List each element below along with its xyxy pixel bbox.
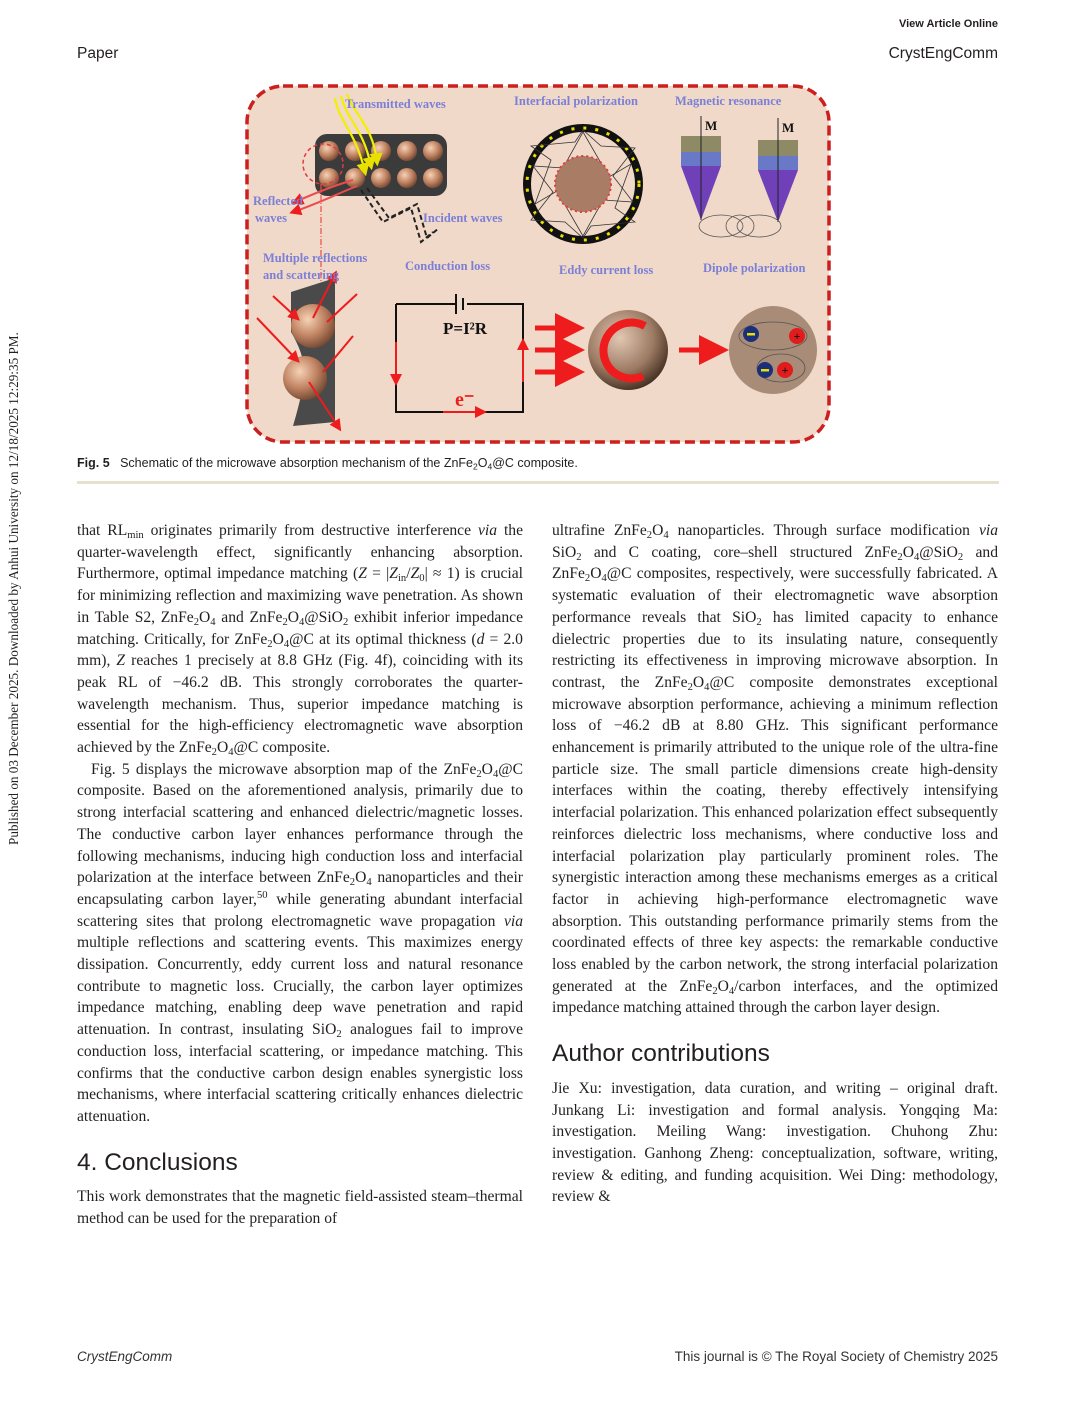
label-conduction-loss: Conduction loss: [405, 259, 491, 273]
view-article-online-link[interactable]: View Article Online: [898, 18, 998, 30]
paragraph-impedance: that $RL_{min}$ originates primarily from destructive interference via the quarter-wavelength effect, significantly enhancing absorption. Furthermore, optimal impedance matching $(Z = |Z_{in}/Z_0| \approx 1)$ is crucial for minimizing reflection and maximizing wave penetration. As shown in Table S2, $ZnFe_2O_4$ and $ZnFe_2O_4@SiO_2$ exhibit inferior impedance matching. Critically, for $ZnFe_2O_4@C$ at its optimal thickness (d = 2.0 mm), Z reaches 1 precisely at 8.8 GHz (Fig. 4f), coinciding with its peak RL of −46.2 dB. This strongly corroborates the quarter-wavelength mechanism. Thus, superior impedance matching is essential for the high-efficiency electromagnetic wave absorption achieved by the $ZnFe_2O_4@C$ composite.: [77, 522, 524, 759]
conclusions-heading: 4. Conclusions: [77, 1148, 238, 1176]
label-electron: e⁻: [455, 389, 475, 411]
paragraph-author-contributions: Jie Xu: investigation, data curation, and writing – original draft. Junkang Li: investigation and formal analysis. Yongqing Ma: investigation. Meiling Wang: investigation. Chuhong Zhu: investigation. Ganhong Zheng: conceptualization, software, writing, review & editing, and funding acquisition. Wei Ding: methodology, review &: [552, 1079, 998, 1206]
label-m-2: M: [782, 120, 795, 135]
author-contributions-heading: Author contributions: [552, 1040, 770, 1068]
figure-divider: [77, 481, 999, 484]
paragraph-conclusions: This work demonstrates that the magnetic field-assisted steam–thermal method can be used for the preparation of: [77, 1188, 523, 1228]
footer-journal: CrystEngComm: [77, 1349, 173, 1364]
figure-caption: Fig. 5 Schematic of the microwave absorption mechanism of the $ZnFe_2O_4@C$ composite.: [77, 456, 578, 472]
label-interfacial-polarization: Interfacial polarization: [514, 94, 638, 108]
journal-name: CrystEngComm: [888, 45, 998, 62]
label-multiple-reflections-2: and scattering: [263, 268, 340, 282]
paragraph-mechanism: Fig. 5 displays the microwave absorption map of the $ZnFe_2O_4@C$ composite. Based on the aforementioned analysis, primarily due to strong interfacial scattering and enhanced dielectric/magnetic losses. The conductive carbon layer enhances performance through the following mechanisms, inducing high conduction loss and interfacial polarization at the interface between $ZnFe_2O_4$ nanoparticles and their encapsulating carbon layer,$^{50}$ while generating abundant interfacial scattering sites that prolong electromagnetic wave propagation via multiple reflections and scattering events. This maximizes energy dissipation. Concurrently, eddy current loss and natural resonance contribute to magnetic loss. Crucially, the carbon layer optimizes impedance matching, enabling deep wave penetration and rapid attenuation. In contrast, insulating SiO$_2$ analogues fail to improve conduction loss, interfacial scattering, or impedance matching. This confirms that the conductive carbon design enables synergistic loss mechanisms, where interfacial scattering critically enhances dielectric attenuation.: [77, 760, 523, 1125]
dipole-polarization-illustration: [729, 306, 817, 394]
footer-copyright: This journal is © The Royal Society of Chemistry 2025: [674, 1349, 998, 1364]
citation-50[interactable]: 50: [256, 890, 268, 902]
label-transmitted-waves: Transmitted waves: [345, 97, 446, 111]
download-watermark: Published on 03 December 2025. Downloaded by Anhui University on 12/18/2025 12:29:35 PM.: [6, 332, 21, 845]
label-eddy-current-loss: Eddy current loss: [559, 263, 654, 277]
svg-text:+: +: [781, 363, 789, 377]
label-incident-waves: Incident waves: [423, 211, 503, 225]
label-magnetic-resonance: Magnetic resonance: [675, 94, 782, 108]
label-m-1: M: [705, 118, 718, 133]
label-power-formula: P=I²R: [443, 319, 488, 338]
label-reflected-1: Reflected: [253, 194, 303, 208]
right-column: [552, 520, 998, 1208]
label-dipole-polarization: Dipole polarization: [703, 261, 806, 275]
figure-5-schematic: [243, 82, 833, 446]
svg-text:+: +: [793, 329, 801, 343]
label-reflected-2: waves: [255, 211, 287, 225]
section-label: Paper: [77, 45, 119, 62]
paragraph-conclusions-cont: ultrafine $ZnFe_2O_4$ nanoparticles. Through surface modification via SiO$_2$ and C coating, core–shell structured $ZnFe_2O_4@SiO_2$ and $ZnFe_2O_4@C$ composites, respectively, were successfully fabricated. A systematic evaluation of their electromagnetic wave absorption performance reveals that SiO$_2$ has limited capacity to enhance dielectric properties due to its insulating nature, consequently restricting its effectiveness in improving microwave absorption. In contrast, the $ZnFe_2O_4@C$ composite demonstrates exceptional microwave absorption performance, achieving a minimum reflection loss of −46.2 dB at 8.80 GHz. This significant performance enhancement is primarily attributed to the unique role of the ultra-fine particle size. The small particle dimensions create high-density interfaces within the coating, thereby effectively intensifying interfacial polarization. This enhanced polarization effect subsequently reinforces dielectric loss mechanisms, where conductive loss and interfacial polarization play particularly prominent roles. The synergistic interaction among these mechanisms emerges as a critical factor in achieving high-performance electromagnetic wave absorption. This outstanding performance primarily stems from the coordinated effects of three key aspects: the remarkable conductive loss enabled by the carbon network, the strong interfacial polarization generated at the $ZnFe_2O_4$/carbon interfaces, and the optimized impedance matching attained through the carbon layer design.: [552, 522, 999, 1017]
left-column: [77, 520, 523, 1230]
label-multiple-reflections-1: Multiple reflections: [263, 251, 368, 265]
